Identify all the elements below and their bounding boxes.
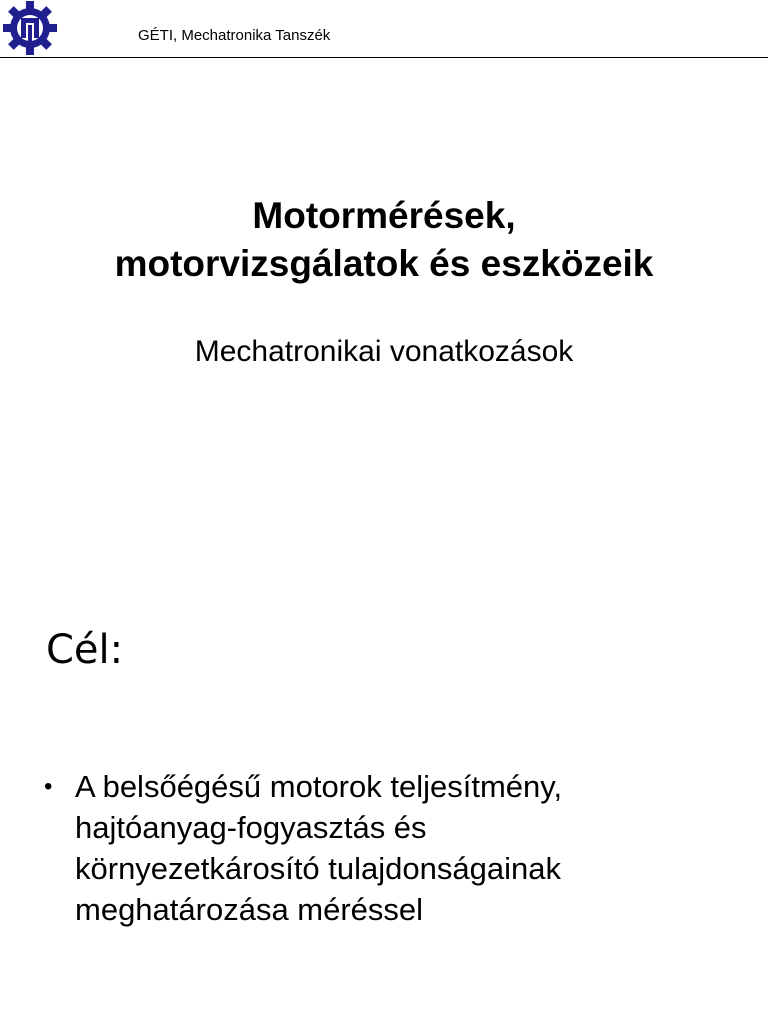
slide-title-line: Motormérések, [252,195,516,236]
bullet-text-line: hajtóanyag-fogyasztás és [75,810,427,845]
bullet-list [44,766,744,930]
bullet-text-line: A belsőégésű motorok teljesítmény, [75,769,563,804]
slide-title-line: motorvizsgálatok és eszközeik [114,243,654,284]
slide-header [0,0,768,58]
section-heading: Cél: [46,627,124,673]
slide-subtitle: Mechatronikai vonatkozások [194,335,574,368]
gear-logo-icon [2,0,58,56]
slide-title [0,192,768,288]
bullet-text-line: meghatározása méréssel [75,892,424,927]
bullet-item [44,766,744,930]
header-text: GÉTI, Mechatronika Tanszék [138,27,331,44]
bullet-marker: • [44,773,53,800]
header-divider [0,57,768,58]
bullet-text-line: környezetkárosító tulajdonságainak [75,851,561,886]
